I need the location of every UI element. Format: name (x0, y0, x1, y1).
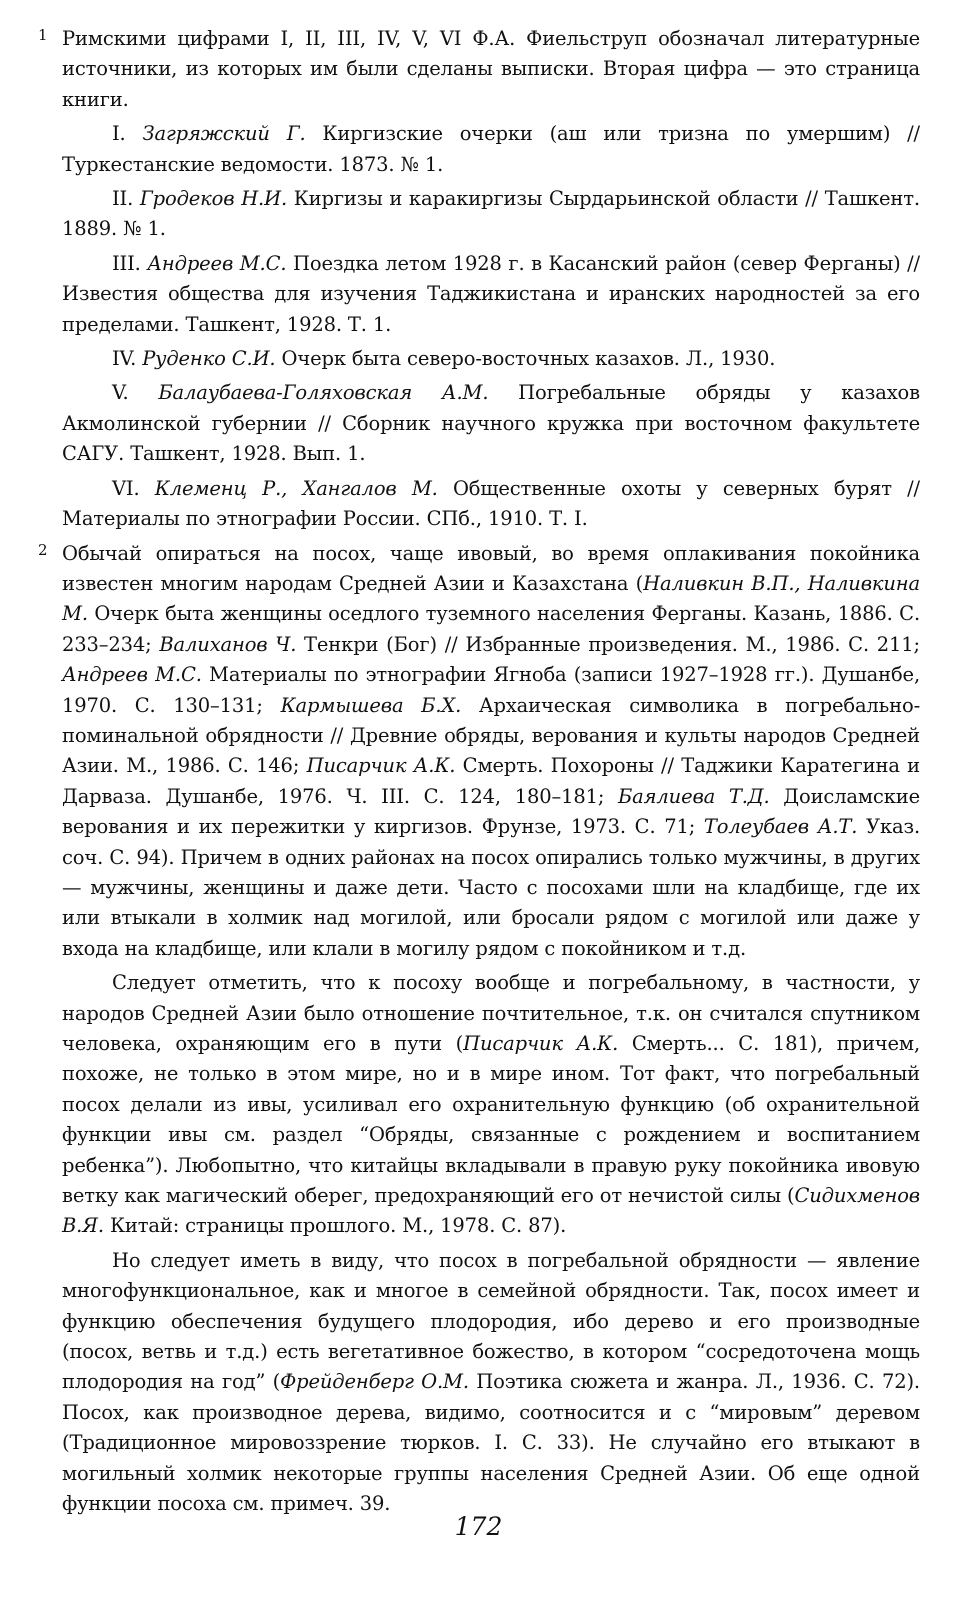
footnote-1 (40, 24, 920, 115)
reference-4 (40, 344, 920, 374)
reference-author: Клеменц Р., Хангалов М. (154, 476, 438, 500)
paragraph-text (62, 1249, 920, 1515)
text-run: Следует отметить, что к посоху вообще и погребальному, в частности, у народов Средней Азии было отношение почтительное, т.к. он считался спутником человека, охраняющим его в пути ( (62, 971, 920, 1055)
citation-author: Писарчик А.К. (306, 754, 456, 778)
text-run: Тенкри (Бог) // Избранные произведения. М., 1986. С. 211; (296, 632, 920, 656)
reference-1 (40, 119, 920, 180)
text-run: Архаическая символика в погребально-поминальной обрядности // Древние обряды, верования и культы народов Средней Азии. М., 1986. С. 146; (62, 693, 921, 778)
footnote-number: 2 (38, 540, 48, 559)
reference-number: IV. (112, 347, 137, 371)
footnote-number: 1 (38, 26, 48, 44)
text-run: Обычай опираться на посох, чаще ивовый, во время оплакивания покойника известен многим народам Средней Азии и Казахстана ( (62, 541, 920, 595)
page-number: 172 (454, 1512, 503, 1541)
reference-5 (40, 378, 920, 469)
citation-author: Сидихменов В.Я. (62, 1184, 920, 1238)
text-run: Смерть. Похороны // Таджики Каратегина и Дарваза. Душанбе, 1976. Ч. III. С. 124, 180–181; (62, 754, 920, 808)
reference-author: Руденко С.И. (142, 347, 276, 371)
text-run: Очерк быта женщины оседлого туземного населения Ферганы. Казань, 1886. С. 233–234; (62, 602, 920, 656)
text-run: Смерть... С. 181), причем, похоже, не только в этом мире, но и в мире ином. Тот факт, что погребальный посох делали из ивы, усиливал его охранительную функцию (об охранительной функции ивы см. раздел “Обряды, связанные с рождением и воспитанием ребенка”). Любопытно, что китайцы вкладывали в правую руку покойника ивовую ветку как магический оберег, предохраняющий его от нечистой силы ( (62, 1032, 921, 1208)
reference-6 (40, 474, 920, 535)
reference-title: Поездка летом 1928 г. в Касанский район (север Ферганы) // Известия общества для изучения Таджикистана и иранских народностей за его пределами. Ташкент, 1928. Т. 1. (62, 251, 920, 336)
reference-number: VI. (112, 476, 140, 500)
text-run: Китай: страницы прошлого. М., 1978. С. 87). (103, 1214, 567, 1238)
reference-3 (40, 249, 920, 340)
reference-2 (40, 184, 920, 245)
reference-author: Андреев М.С. (147, 251, 287, 275)
citation-author: Кармышева Б.Х. (280, 693, 462, 717)
paragraph-staff-respect (40, 968, 920, 1242)
citation-author: Наливкин В.П., Наливкина М. (62, 571, 920, 626)
reference-number: V. (112, 381, 129, 405)
text-run: Указ. соч. С. 94). Причем в одних районах на посох опирались только мужчины, в других — мужчины, женщины и даже дети. Часто с посохами шли на кладбище, где их или втыкали в холмик над могилой, или бросали рядом с могилой или даже у входа на кладбище, или клали в могилу рядом с покойником и т.д. (62, 815, 920, 960)
reference-title: Киргизы и каракиргизы Сырдарьинской области // Ташкент. 1889. № 1. (62, 187, 920, 241)
reference-title: Погребальные обряды у казахов Акмолинской губернии // Сборник научного кружка при восточном факультете САГУ. Ташкент, 1928. Вып. 1. (62, 381, 920, 466)
paragraph-text (62, 971, 920, 1237)
reference-author: Балаубаева-Голяховская А.М. (158, 381, 489, 405)
text-run: Но следует иметь в виду, что посох в погребальной обрядности — явление многофункциональное, как и многое в семейной обрядности. Так, посох имеет и функцию обеспечения будущего плодородия, ибо дерево и его производные (посох, ветвь и т.д.) есть вегетативное божество, в котором “сосредоточена мощь плодородия на год” ( (62, 1248, 920, 1394)
text-run: Материалы по этнографии Ягноба (записи 1927–1928 гг.). Душанбе, 1970. С. 130–131; (62, 663, 920, 717)
citation-author: Толеубаев А.Т. (703, 815, 858, 839)
reference-number: II. (112, 187, 134, 211)
citation-author: Фрейденберг О.М. (280, 1370, 469, 1394)
citation-author: Валиханов Ч. (159, 632, 297, 656)
text-run: Доисламские верования и их пережитки у киргизов. Фрунзе, 1973. С. 71; (62, 784, 920, 839)
reference-title: Общественные охоты у северных бурят // Материалы по этнографии России. СПб., 1910. Т. I. (62, 476, 920, 531)
citation-author: Андреев М.С. (62, 663, 202, 687)
reference-title: Очерк быта северо-восточных казахов. Л., 1930. (281, 347, 776, 371)
citation-author: Баялиева Т.Д. (618, 784, 770, 808)
footnote-2 (40, 539, 920, 965)
footnote-text: Римскими цифрами I, II, III, IV, V, VI Ф.А. Фиельструп обозначал литературные источники, из которых им были сделаны выписки. Вторая цифра — это страница книги. (62, 27, 920, 111)
text-run: Поэтика сюжета и жанра. Л., 1936. С. 72). Посох, как производное дерева, видимо, соотносится и с “мировым” деревом (Традиционное мировоззрение тюрков. I. С. 33). Не случайно его втыкают в могильный холмик некоторые группы населения Средней Азии. Об еще одной функции посоха см. примеч. 39. (62, 1370, 920, 1516)
reference-number: III. (112, 251, 141, 275)
reference-author: Загряжский Г. (142, 122, 306, 146)
paragraph-staff-functions (40, 1246, 920, 1520)
page-body (40, 24, 920, 1520)
reference-title: Киргизские очерки (аш или тризна по умершим) // Туркестанские ведомости. 1873. № 1. (62, 122, 920, 176)
reference-number: I. (112, 122, 126, 146)
citation-author: Писарчик А.К. (463, 1032, 619, 1055)
footnote-text (62, 542, 920, 960)
reference-author: Гродеков Н.И. (139, 187, 287, 211)
